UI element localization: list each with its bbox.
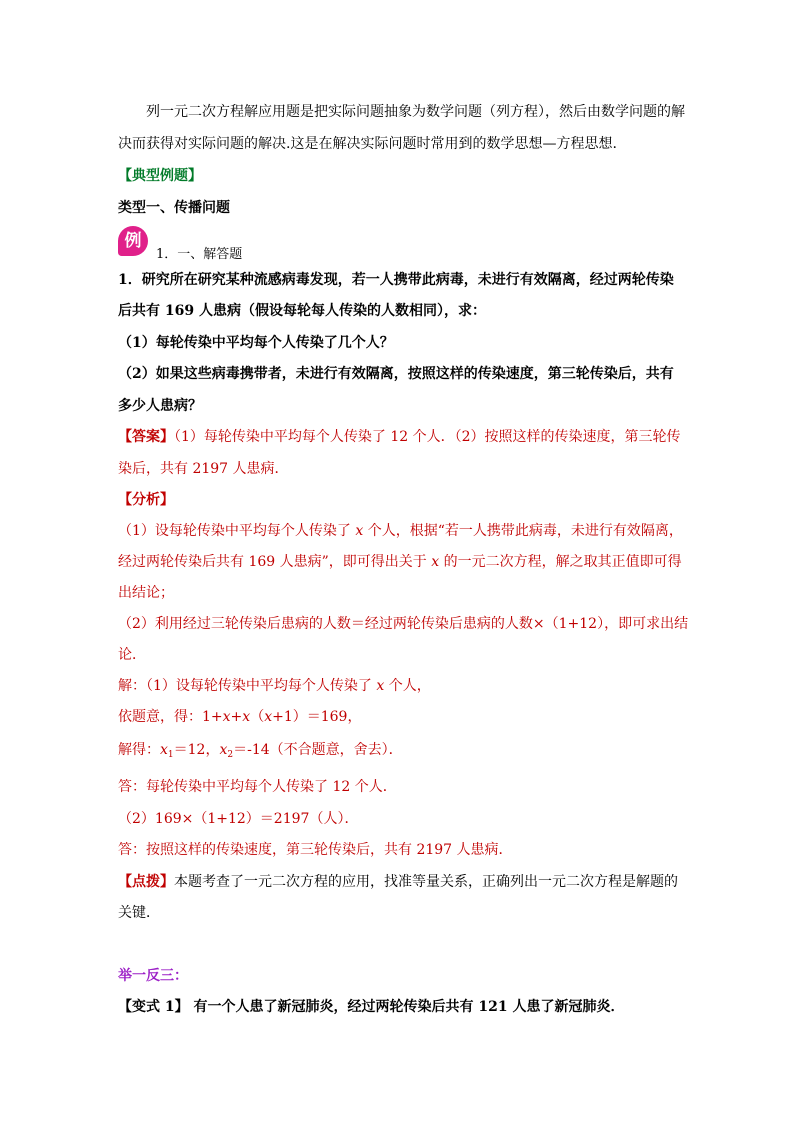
variable-x: x — [355, 523, 364, 539]
solution-text: ＝-14（不合题意，舍去）． — [233, 742, 403, 758]
question-part-2-line-1: （2）如果这些病毒携带者，未进行有效隔离，按照这样的传染速度，第三轮传染后，共有 — [118, 366, 674, 382]
subscript-2: 2 — [227, 750, 234, 760]
solution-line-4: 答：每轮传染中平均每个人传染了 12 个人． — [118, 779, 397, 795]
question-part-2-line-2: 多少人患病？ — [118, 398, 202, 414]
solution-text: + — [230, 709, 243, 725]
solution-line-2 — [118, 707, 361, 727]
solution-text: +1）＝169， — [272, 709, 362, 725]
solution-line-1 — [118, 676, 431, 696]
comment-tag: 【点拨】 — [118, 874, 174, 890]
question-line-1: 1．研究所在研究某种流感病毒发现，若一人携带此病毒，未进行有效隔离，经过两轮传染 — [118, 272, 674, 288]
analysis-text: 经过两轮传染后共有 169 人患病”，即可得出关于 — [118, 554, 432, 570]
question-part-1: （1）每轮传染中平均每个人传染了几个人？ — [118, 335, 394, 351]
analysis-p2-line-2: 论． — [118, 647, 146, 663]
variant-tag: 【变式 1】 — [118, 999, 189, 1015]
comment-text: 本题考查了一元二次方程的应用，找准等量关系，正确列出一元二次方程是解题的 — [174, 874, 678, 890]
solution-text: 个人， — [384, 678, 431, 694]
solution-text: 依题意，得：1+ — [118, 709, 223, 725]
variant-text: 有一个人患了新冠肺炎，经过两轮传染后共有 121 人患了新冠肺炎． — [188, 999, 625, 1015]
solution-line-3 — [118, 740, 403, 765]
solution-text: 解得： — [118, 742, 160, 758]
sub-heading: 1．一、解答题 — [156, 247, 243, 262]
solution-line-6: 答：按照这样的传染速度，第三轮传染后，共有 2197 人患病． — [118, 842, 513, 858]
comment-line-1 — [118, 872, 678, 892]
question-line-2: 后共有 169 人患病（假设每轮每人传染的人数相同），求： — [118, 303, 486, 319]
variable-x: x — [376, 678, 385, 694]
answer-line-1 — [118, 427, 681, 447]
analysis-p1-line-2 — [118, 552, 682, 572]
analysis-p1-line-3: 出结论； — [118, 585, 174, 601]
type-title: 类型一、传播问题 — [118, 200, 230, 216]
answer-tag: 【答案】 — [118, 429, 174, 445]
variable-x: x — [219, 742, 228, 758]
variable-x: x — [222, 709, 231, 725]
answer-text-1: （1）每轮传染中平均每个人传染了 12 个人．（2）按照这样的传染速度，第三轮传 — [174, 429, 681, 445]
variable-x: x — [242, 709, 251, 725]
comment-line-2: 关键． — [118, 905, 160, 921]
analysis-text: （1）设每轮传染中平均每个人传染了 — [118, 523, 356, 539]
intro-line-2: 决而获得对实际问题的解决.这是在解决实际问题时常用到的数学思想—方程思想. — [118, 136, 617, 152]
variable-x: x — [160, 742, 168, 758]
practice-title: 举一反三： — [118, 968, 188, 984]
solution-text: 解：（1）设每轮传染中平均每个人传染了 — [118, 678, 377, 694]
analysis-p2-line-1: （2）利用经过三轮传染后患病的人数＝经过两轮传染后患病的人数×（1+12），即可求出结 — [118, 616, 689, 632]
analysis-text: 个人，根据“若一人携带此病毒，未进行有效隔离， — [363, 523, 683, 539]
analysis-text: 的一元二次方程，解之取其正值即可得 — [439, 554, 682, 570]
variant-line — [118, 997, 624, 1017]
solution-text: ＝12， — [173, 742, 220, 758]
subscript-1: 1 — [167, 750, 174, 760]
answer-line-2: 染后，共有 2197 人患病． — [118, 461, 289, 477]
solution-line-5: （2）169×（1+12）＝2197（人）． — [118, 811, 359, 827]
analysis-tag: 【分析】 — [118, 492, 174, 508]
section-title: 【典型例题】 — [118, 168, 202, 184]
example-badge-icon: 例 — [118, 226, 148, 256]
analysis-p1-line-1 — [118, 521, 683, 541]
variable-x: x — [264, 709, 273, 725]
variable-x: x — [431, 554, 440, 570]
solution-text: （ — [250, 709, 265, 725]
intro-line-1: 列一元二次方程解应用题是把实际问题抽象为数学问题（列方程），然后由数学问题的解 — [146, 104, 685, 120]
